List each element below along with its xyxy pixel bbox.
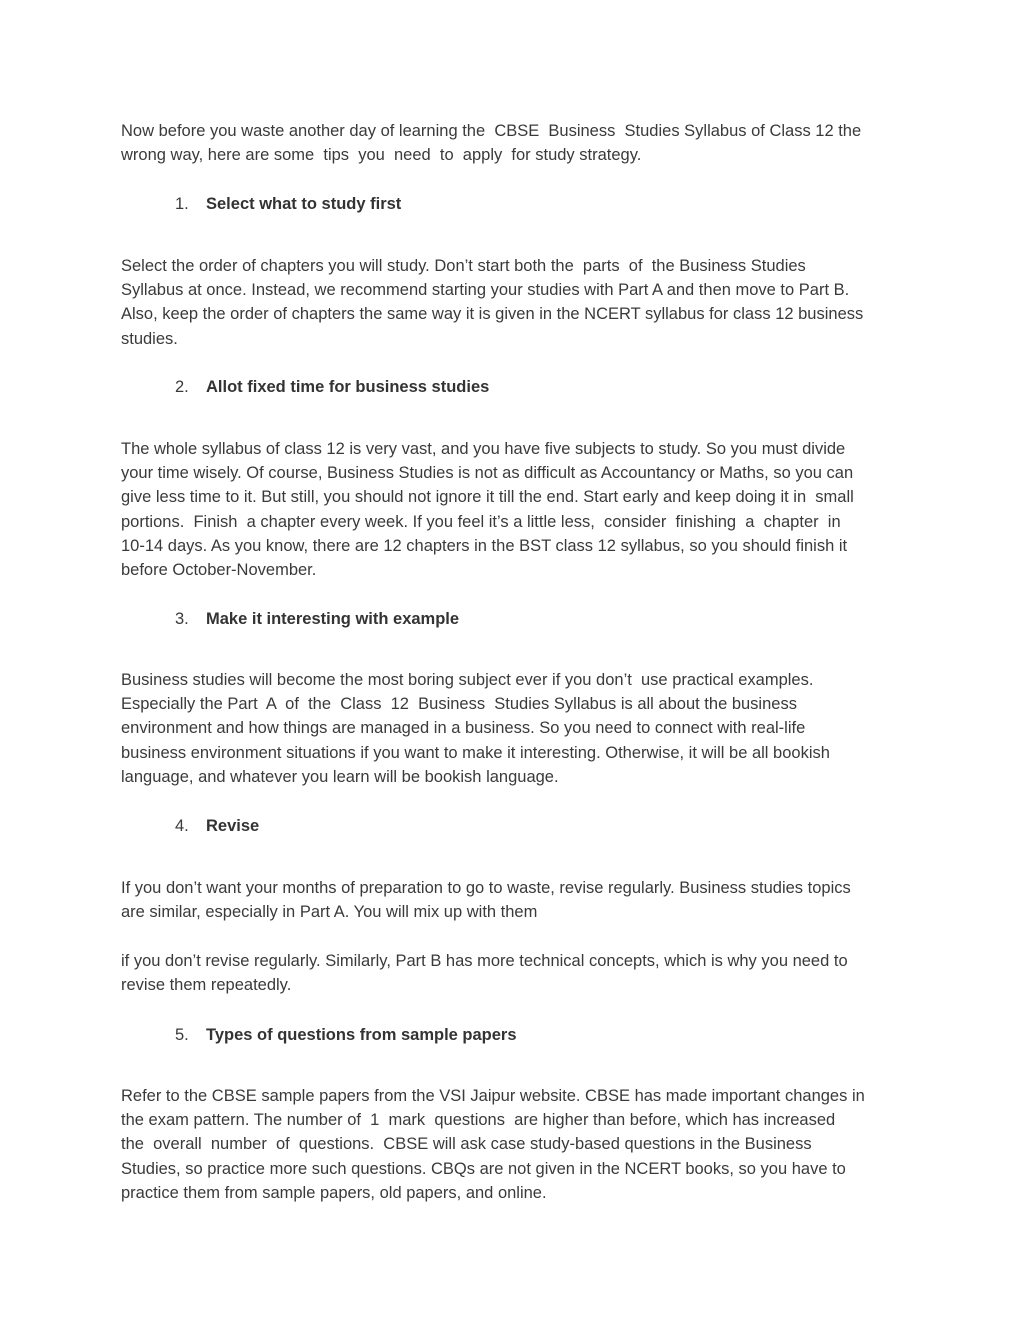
section-heading: Select what to study first bbox=[206, 195, 402, 213]
list-item-1 bbox=[175, 192, 401, 216]
list-item-5 bbox=[175, 1023, 517, 1047]
list-number: 1. bbox=[175, 195, 189, 213]
intro-paragraph: Now before you waste another day of learning the CBSE Business Studies Syllabus of Class 12 the wrong way, here are some tips you need to apply for study strategy. bbox=[121, 122, 862, 165]
section-heading: Allot fixed time for business studies bbox=[206, 378, 490, 396]
list-item-4 bbox=[175, 814, 259, 838]
list-number: 4. bbox=[175, 817, 189, 835]
list-item-3 bbox=[175, 607, 459, 631]
section-3-paragraph: Business studies will become the most boring subject ever if you don’t use practical examples. Especially the Part A of the Class 12 Business Studies Syllabus is all about the business environment and how things are managed in a business. So you need to connect with real-life business environment situations if you want to make it interesting. Otherwise, it will be all bookish language, and whatever you learn will be bookish language. bbox=[121, 671, 830, 786]
section-heading: Types of questions from sample papers bbox=[206, 1026, 517, 1044]
list-item-2 bbox=[175, 375, 489, 399]
section-2-paragraph: The whole syllabus of class 12 is very vast, and you have five subjects to study. So you must divide your time wisely. Of course, Business Studies is not as difficult as Accountancy or Maths, so you can give less time to it. But still, you should not ignore it till the end. Start early and keep doing it in small portions. Finish a chapter every week. If you feel it’s a little less, consider finishing a chapter in 10-14 days. As you know, there are 12 chapters in the BST class 12 syllabus, so you should finish it before October-November. bbox=[121, 440, 854, 580]
section-heading: Make it interesting with example bbox=[206, 610, 460, 628]
section-5-paragraph: Refer to the CBSE sample papers from the VSI Jaipur website. CBSE has made important changes in the exam pattern. The number of 1 mark questions are higher than before, which has increased the overall number of questions. CBSE will ask case study-based questions in the Business Studies, so practice more such questions. CBQs are not given in the NCERT books, so you have to practice them from sample papers, old papers, and online. bbox=[121, 1087, 865, 1202]
list-number: 2. bbox=[175, 378, 189, 396]
section-4-paragraph: If you don’t want your months of preparation to go to waste, revise regularly. Business studies topics are similar, especially in Part A. You will mix up with them bbox=[121, 879, 851, 922]
section-4-paragraph-continued: if you don’t revise regularly. Similarly, Part B has more technical concepts, which is why you need to revise them repeatedly. bbox=[121, 952, 848, 995]
section-1-paragraph: Select the order of chapters you will study. Don’t start both the parts of the Business Studies Syllabus at once. Instead, we recommend starting your studies with Part A and then move to Part B. Also, keep the order of chapters the same way it is given in the NCERT syllabus for class 12 business studies. bbox=[121, 257, 864, 348]
section-heading: Revise bbox=[206, 817, 260, 835]
list-number: 5. bbox=[175, 1026, 189, 1044]
list-number: 3. bbox=[175, 610, 189, 628]
